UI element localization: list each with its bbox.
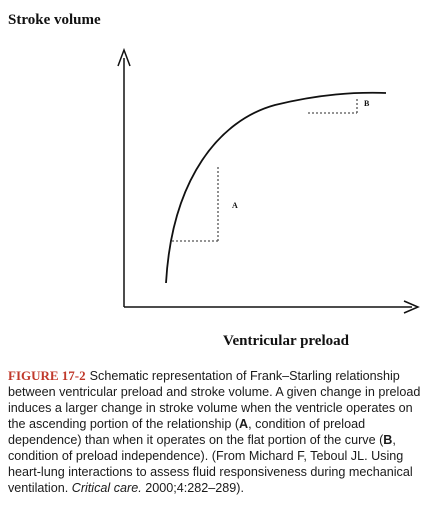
caption-text-4: 2000;4:282–289).	[141, 481, 244, 495]
region-b-marker	[308, 97, 357, 113]
region-a-marker	[172, 165, 218, 241]
y-axis-title: Stroke volume	[8, 12, 101, 28]
label-b: B	[364, 99, 370, 108]
figure-label: FIGURE 17-2	[8, 368, 86, 383]
frank-starling-curve	[166, 93, 386, 283]
caption-text-3: , condition of preload independence). (From Michard F, Teboul JL. Using heart-lung interactions to assess fluid responsiveness during mechanical ventilation.	[8, 433, 413, 495]
caption-journal: Critical care.	[71, 481, 142, 495]
label-a: A	[232, 201, 238, 210]
x-axis-title: Ventricular preload	[223, 333, 349, 349]
caption-b: B	[383, 433, 393, 447]
caption-a: A	[239, 417, 249, 431]
caption-text-1: Schematic representation of Frank–Starling relationship between ventricular preload and stroke volume. A given change in preload induces a larger change in stroke volume when the ventricle operates on the ascending portion of the relationship (	[8, 369, 421, 431]
figure-caption	[8, 368, 432, 496]
caption-text-2: , condition of preload dependence) than when it operates on the flat portion of the curve (	[8, 417, 384, 447]
